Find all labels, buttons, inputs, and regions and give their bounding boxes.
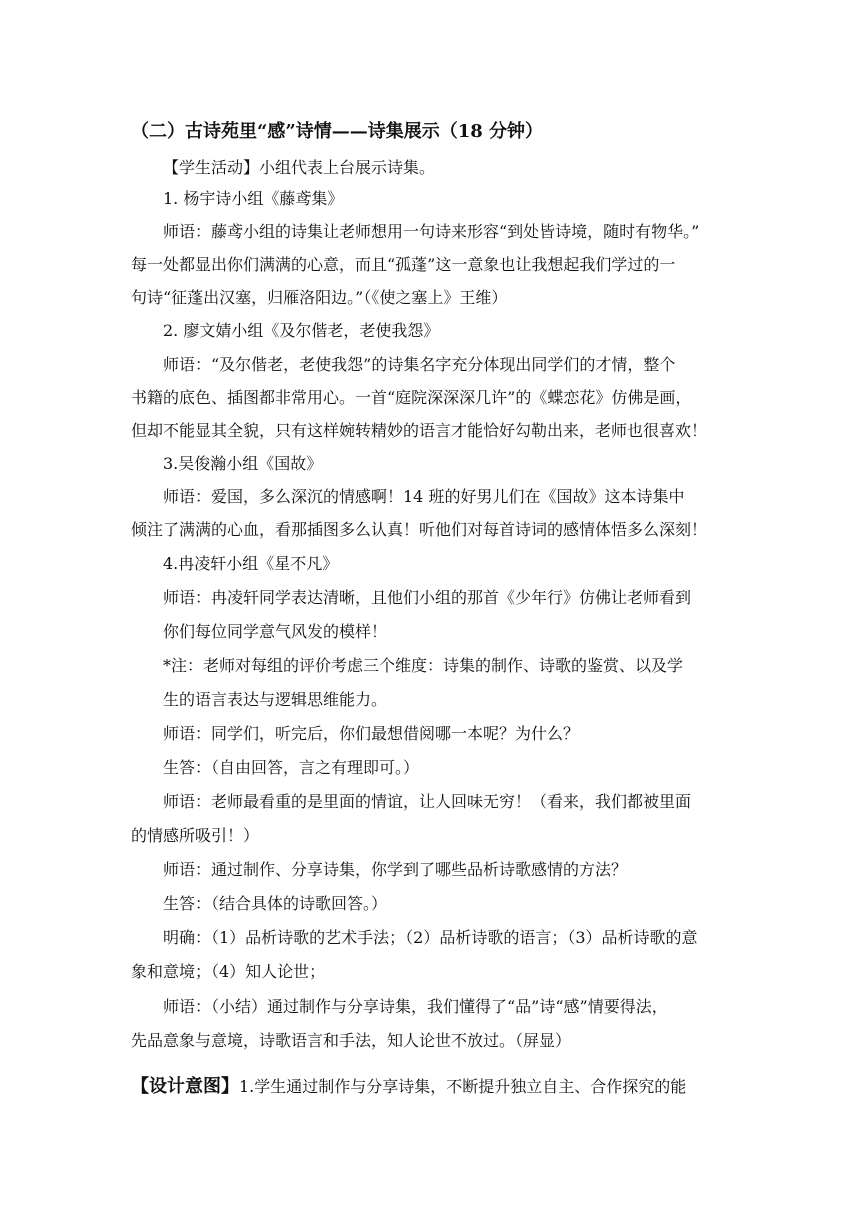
paragraph-line: 象和意境；（4）知人论世； [131, 962, 326, 981]
paragraph-line: 2. 廖文婧小组《及尔偕老，老使我怨》 [163, 321, 440, 340]
paragraph-line: 师语：（小结）通过制作与分享诗集，我们懂得了“品”诗“感”情要得法， [163, 997, 668, 1016]
paragraph-line: 但却不能显其全貌，只有这样婉转精妙的语言才能恰好勾勒出来，老师也很喜欢！ [131, 421, 708, 440]
design-intent-tag: 【设计意图】 [131, 1076, 239, 1097]
paragraph-line: 倾注了满满的心血，看那插图多么认真！听他们对每首诗词的感情体悟多么深刻！ [131, 520, 708, 539]
paragraph-line: 师语：藤鸢小组的诗集让老师想用一句诗来形容“到处皆诗境，随时有物华。” [163, 222, 700, 241]
paragraph-line: 句诗“征蓬出汉塞，归雁洛阳边。”（《使之塞上》王维） [131, 288, 508, 307]
paragraph-line: 师语：爱国，多么深沉的情感啊！14 班的好男儿们在《国故》这本诗集中 [163, 487, 685, 506]
paragraph-line: 3.吴俊瀚小组《国故》 [163, 454, 323, 473]
paragraph-line: 生的语言表达与逻辑思维能力。 [163, 690, 388, 709]
section-heading: （二）古诗苑里“感”诗情——诗集展示（18 分钟） [131, 121, 544, 142]
paragraph-line: *注：老师对每组的评价考虑三个维度：诗集的制作、诗歌的鉴赏、以及学 [163, 656, 684, 675]
paragraph-line: 的情感所吸引！） [131, 826, 260, 845]
design-intent-text: 1.学生通过制作与分享诗集，不断提升独立自主、合作探究的能 [239, 1077, 687, 1096]
paragraph-line: 先品意象与意境，诗歌语言和手法，知人论世不放过。（屏显） [131, 1031, 572, 1050]
paragraph-line: 1. 杨宇诗小组《藤鸢集》 [163, 189, 344, 208]
paragraph-line: 每一处都显出你们满满的心意，而且“孤蓬”这一意象也让我想起我们学过的一 [131, 255, 676, 274]
paragraph-line: 4.冉凌轩小组《星不凡》 [163, 554, 339, 573]
design-intent-line [131, 1072, 686, 1098]
paragraph-line: 师语：冉凌轩同学表达清晰，且他们小组的那首《少年行》仿佛让老师看到 [163, 588, 692, 607]
paragraph-line: 师语：通过制作、分享诗集，你学到了哪些品析诗歌感情的方法？ [163, 860, 628, 879]
paragraph-line: 生答：（自由回答，言之有理即可。） [163, 758, 420, 777]
paragraph-line: 明确：（1）品析诗歌的艺术手法；（2）品析诗歌的语言；（3）品析诗歌的意 [163, 928, 698, 947]
paragraph-line: 师语：老师最看重的是里面的情谊，让人回味无穷！（看来，我们都被里面 [163, 792, 692, 811]
paragraph-line: 书籍的底色、插图都非常用心。一首“庭院深深深几许”的《蝶恋花》仿佛是画， [131, 388, 692, 407]
paragraph-line: 【学生活动】小组代表上台展示诗集。 [163, 158, 436, 177]
paragraph-line: 师语：同学们，听完后，你们最想借阅哪一本呢？为什么？ [163, 724, 580, 743]
paragraph-line: 师语：“及尔偕老，老使我怨”的诗集名字充分体现出同学们的才情，整个 [163, 355, 676, 374]
paragraph-line: 你们每位同学意气风发的模样！ [163, 622, 388, 641]
paragraph-line: 生答：（结合具体的诗歌回答。） [163, 894, 388, 913]
